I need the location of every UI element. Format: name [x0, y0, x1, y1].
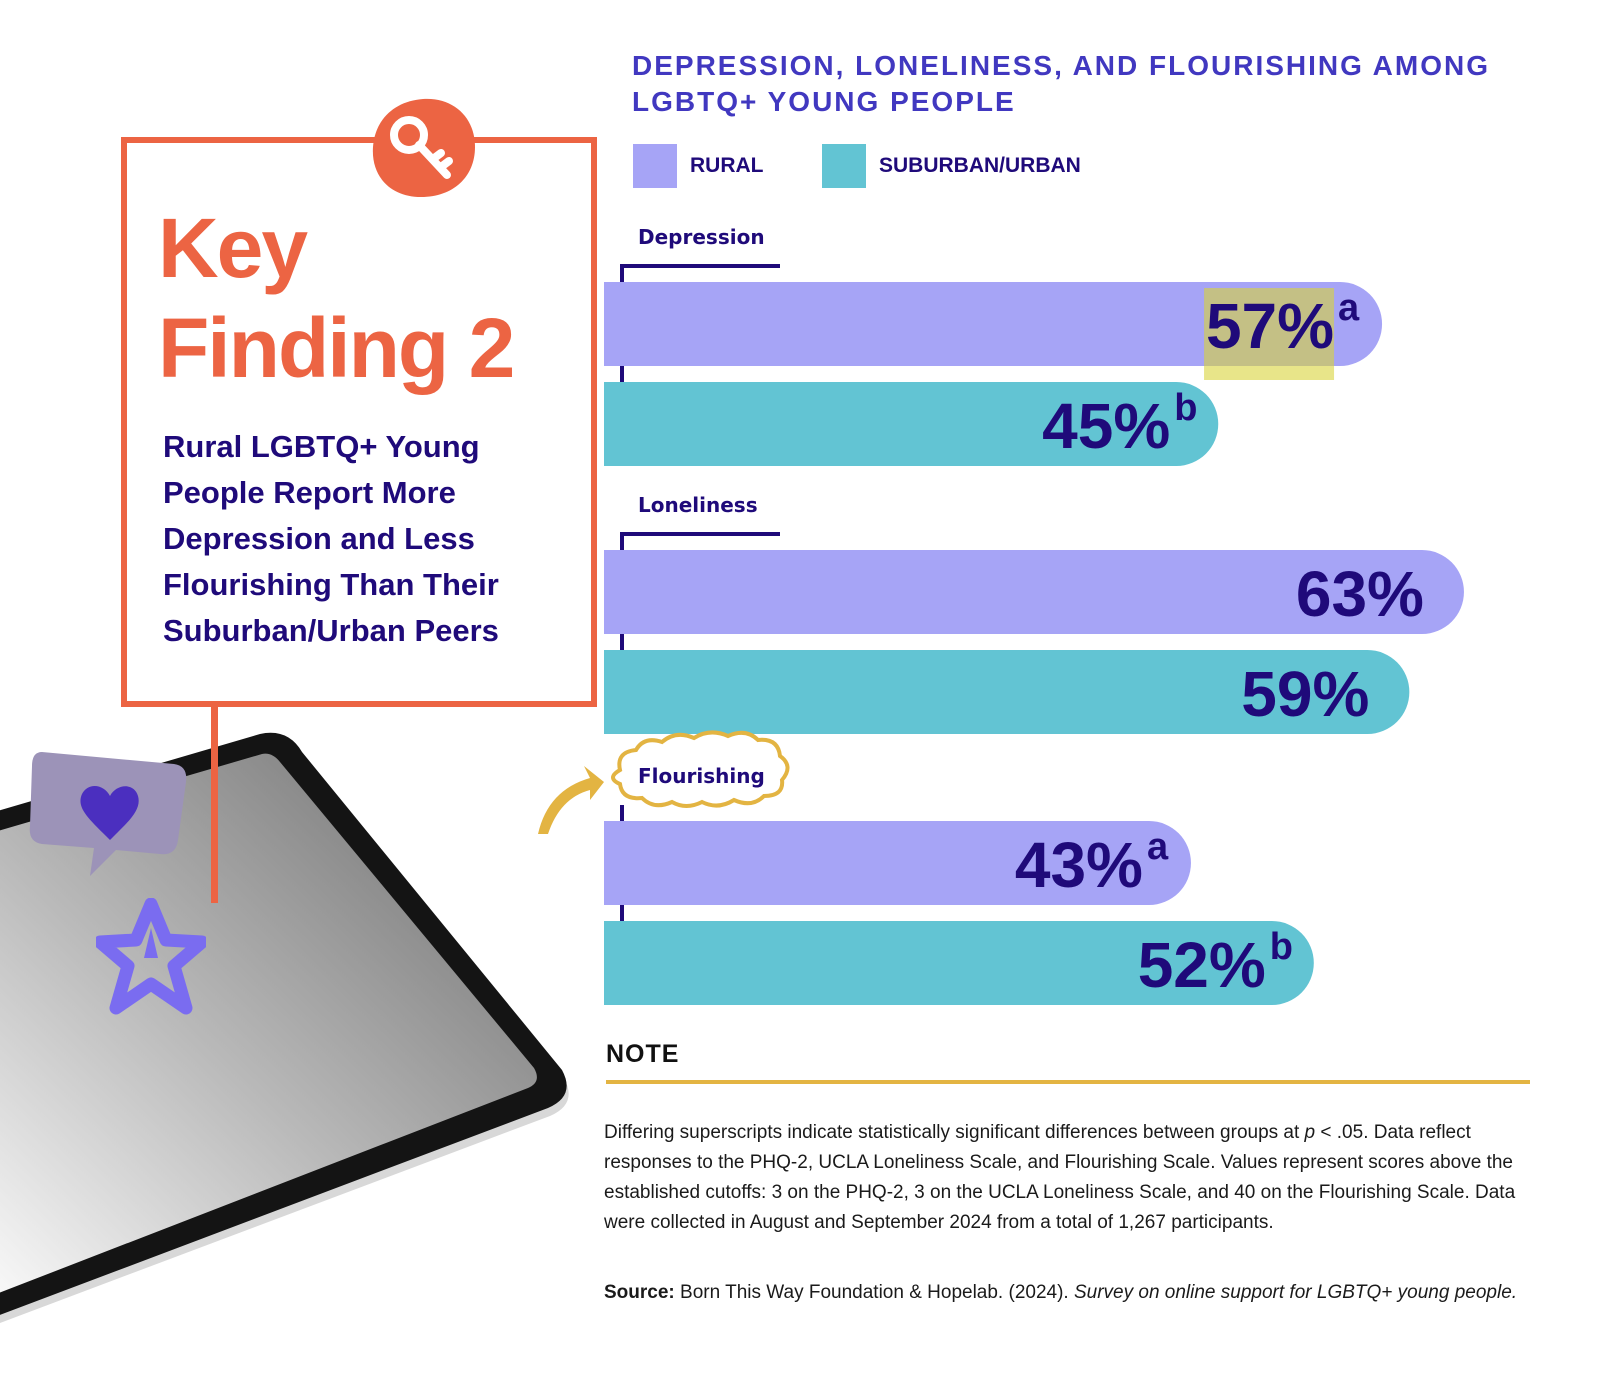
legend-label-rural: RURAL	[690, 154, 764, 177]
category-label-flourishing: Flourishing	[638, 764, 765, 788]
source-label: Source:	[604, 1282, 675, 1303]
subtitle-line: Rural LGBTQ+ Young	[163, 429, 480, 464]
bar-value-label: 63%	[1295, 558, 1424, 630]
subtitle-line: Depression and Less	[163, 521, 475, 556]
p-symbol: p	[1304, 1122, 1316, 1143]
subtitle-line: People Report More	[163, 475, 456, 510]
bar-value-superscript: a	[1338, 287, 1360, 329]
bar-value-label: 43%	[1014, 829, 1143, 901]
bar-value-label: 52%	[1137, 929, 1266, 1001]
source-title: Survey on online support for LGBTQ+ young people.	[1073, 1282, 1518, 1303]
subtitle-line: Suburban/Urban Peers	[163, 613, 499, 648]
chart-title-line2: LGBTQ+ YOUNG PEOPLE	[632, 86, 1016, 117]
category-label-loneliness: Loneliness	[638, 493, 758, 517]
note-source	[604, 1278, 1524, 1308]
source-text: Born This Way Foundation & Hopelab. (2024).	[680, 1282, 1069, 1303]
bar-value-label: 57%	[1205, 290, 1335, 362]
bar-value-superscript: b	[1174, 387, 1198, 429]
note-divider	[606, 1080, 1530, 1084]
bar-value-superscript: a	[1146, 826, 1169, 868]
legend-label-suburban-urban: SUBURBAN/URBAN	[879, 154, 1081, 177]
key-finding-title-line2: Finding 2	[158, 301, 514, 395]
curved-arrow-icon	[538, 766, 604, 834]
key-finding-title-line1: Key	[158, 201, 307, 295]
subtitle-line: Flourishing Than Their	[163, 567, 499, 602]
bar-value-label: 59%	[1241, 658, 1370, 730]
note-text: Differing superscripts indicate statistically significant differences between groups at p < .05. Data reflect responses to the PHQ-2, UCLA Loneliness Scale, and Flourishing Scale. Values represent scores above the established cutoffs: 3 on the PHQ-2, 3 on the UCLA Loneliness Scale, and 40 on the Flourishing Scale. Data were collected in August and September 2024 from a total of 1,267 participants.	[604, 1122, 1516, 1233]
note-heading: NOTE	[606, 1040, 680, 1068]
chart-title-line1: DEPRESSION, LONELINESS, AND FLOURISHING AMONG	[632, 50, 1490, 81]
category-label-depression: Depression	[638, 225, 765, 249]
bar-value-label: 45%	[1042, 390, 1171, 462]
bar-value-superscript: b	[1269, 926, 1294, 968]
